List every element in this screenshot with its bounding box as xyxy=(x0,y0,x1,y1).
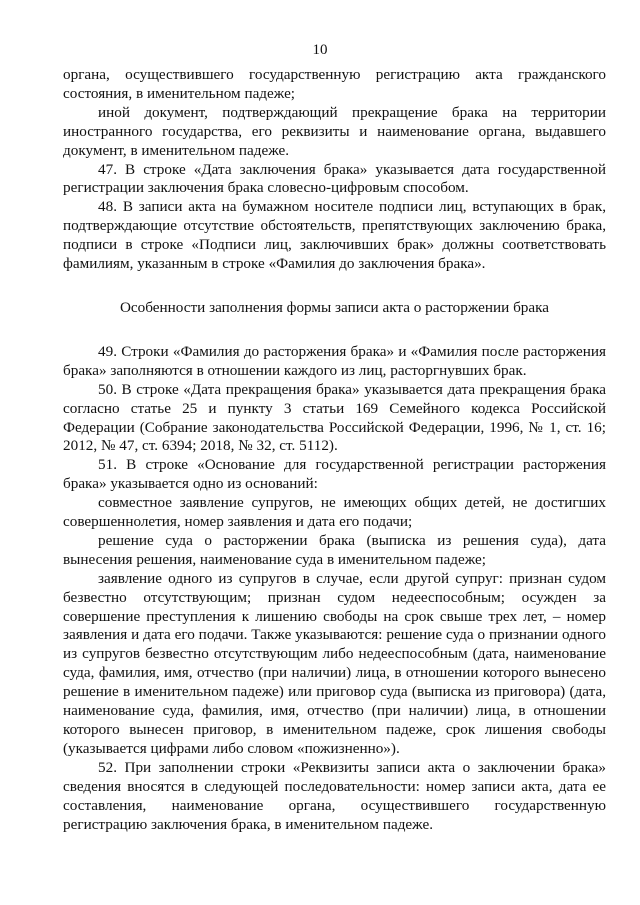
paragraph-48: 48. В записи акта на бумажном носителе подписи лиц, вступающих в брак, подтверждающие отсутствие обстоятельств, препятствующих заключению брака, подписи в строке «Подписи лиц, заключивших брак» должны соответствовать фамилиям, указанным в строке «Фамилия до заключения брака». xyxy=(63,198,606,273)
paragraph-51-reshenie: решение суда о расторжении брака (выписка из решения суда), дата вынесения решения, наименование суда в именительном падеже; xyxy=(63,531,606,568)
paragraph-51-sovmestnoe: совместное заявление супругов, не имеющих общих детей, не достигших совершеннолетия, номер заявления и дата его подачи; xyxy=(63,494,606,531)
paragraph-52: 52. При заполнении строки «Реквизиты записи акта о заключении брака» сведения вносятся в следующей последовательности: номер записи акта, дата ее составления, наименование органа, осуществившего государственную регистрацию заключения брака, в именительном падеже. xyxy=(63,758,606,833)
paragraph-organ-continuation: органа, осуществившего государственную регистрацию акта гражданского состояния, в именительном падеже; xyxy=(63,66,606,102)
page-number: 10 xyxy=(312,42,328,58)
paragraph-50: 50. В строке «Дата прекращения брака» указывается дата прекращения брака согласно статье 25 и пункту 3 статьи 169 Семейного кодекса Российской Федерации (Собрание законодательства Российской Федерации, 1996, № 1, ст. 16; 2012, № 47, ст. 6394; 2018, № 32, ст. 5112). xyxy=(63,380,606,455)
paragraph-51: 51. В строке «Основание для государственной регистрации расторжения брака» указывается одно из оснований: xyxy=(63,456,606,493)
paragraph-51-zayavlenie: заявление одного из супругов в случае, если другой супруг: признан судом безвестно отсутствующим; признан судом недееспособным; осужден за совершение преступления к лишению свободы на срок свыше трех лет, – номер заявления и дата его подачи. Также указываются: решение суда о признании одного из супругов безвестно отсутствующим либо недееспособным (дата, наименование суда, фамилия, имя, отчество (при наличии) лица, в отношении которого вынесено решение в именительном падеже) или приговор суда (выписка из приговора) (дата, наименование суда, фамилия, имя, отчество (при наличии) лица, в отношении которого вынесен приговор, в именительном падеже, срок лишения свободы (указывается цифрами либо словом «пожизненно»). xyxy=(63,569,606,757)
section-title: Особенности заполнения формы записи акта о расторжении брака xyxy=(119,298,550,316)
paragraph-47: 47. В строке «Дата заключения брака» указывается дата государственной регистрации заключения брака словесно-цифровым способом. xyxy=(63,160,606,197)
paragraph-inoy-dokument: иной документ, подтверждающий прекращение брака на территории иностранного государства, его реквизиты и наименование органа, выдавшего документ, в именительном падеже. xyxy=(63,103,606,159)
document-body xyxy=(63,66,606,834)
paragraph-49: 49. Строки «Фамилия до расторжения брака» и «Фамилия после расторжения брака» заполняются в отношении каждого из лиц, расторгнувших брак. xyxy=(63,342,606,379)
